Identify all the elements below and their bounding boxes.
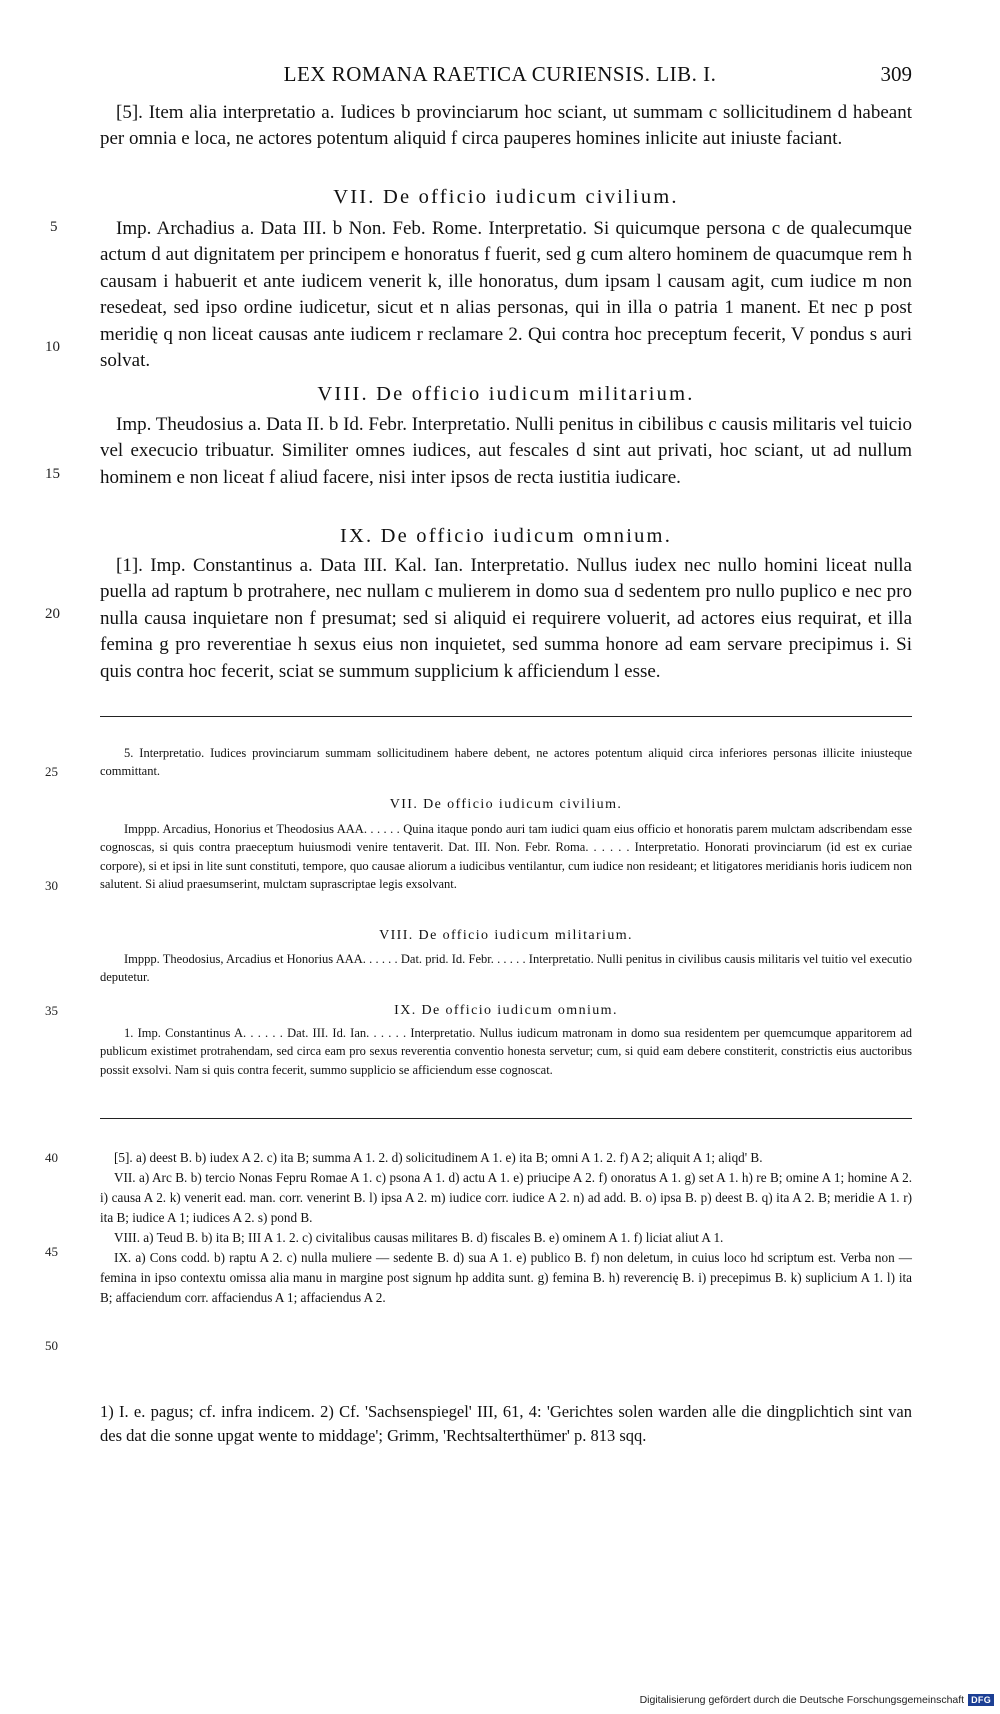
- paragraph-vii-text: Imp. Archadius a. Data III. b Non. Feb. Rome. Interpretatio. Si quicumque persona c de qualecumque actum d aut dignitatem per principem e honoratus f fuerit, sed g cum altero hominem de quacumque rem h causam i habuerit et ante iudicem venerit k, ille honoratus, dum ipsam l causam agit, cum iudice m non resedeat, sed ipso ordine iudicetur, sicut et n alias personas, qui in illa o patria 1 manent. Et nec p post meridię q non liceat causas ante iudicem r reclamare 2. Qui contra hoc preceptum fecerit, V pondus s auri solvat.: [100, 218, 912, 372]
- apparatus-entry: IX. a) Cons codd. b) raptu A 2. c) nulla muliere — sedente B. d) sua A 1. e) publico B. f) non deletum, in cuius loco hd scriptum est. Verba non — femina in ipso contextu omissa alia manu in margine post signum hp addita sunt. g) femina B. h) reverencię B. i) precepimus B. k) suplicium A 1. l) ita B; affaciendum corr. affaciendus A 1; affaciendus A 2.: [100, 1250, 912, 1305]
- digitization-credit: [640, 1692, 994, 1708]
- source-viii: [100, 950, 912, 987]
- line-number: 35: [45, 1003, 58, 1018]
- page-number: 309: [880, 62, 912, 86]
- line-number: 40: [45, 1150, 58, 1165]
- source-heading-ix: IX. De officio iudicum omnium.: [394, 1003, 618, 1018]
- line-number: 5: [50, 219, 58, 235]
- paragraph-5-text: [5]. Item alia interpretatio a. Iudices b provinciarum hoc sciant, ut summam c sollicitudinem d habeant per omnia e loca, ne actores potentum aliquid f circa pauperes homines inlicite aut iniuste faciant.: [100, 102, 912, 150]
- source-ix-text: 1. Imp. Constantinus A. . . . . . Dat. III. Id. Ian. . . . . . Interpretatio. Nullus iudicum matronam in domo sua residentem per quemcumque apparitorem ad publicum existimet protrahendam, sed circa eam pro sexus reverentia conventio honesta servetur; cum, si quid eam debere constiterit, constrictis eius auctoribus possit exsolvi. Nam si quis contra fecerit, summo supplicio se afficiendum esse cognoscat.: [100, 1026, 912, 1077]
- source-heading-viii: VIII. De officio iudicum militarium.: [379, 928, 633, 943]
- line-number: 25: [45, 764, 58, 779]
- source-vii-text: Imppp. Arcadius, Honorius et Theodosius AAA. . . . . . Quina itaque pondo auri tam iudici quam eius officio et honoratis parem mulctam adscribendam esse cognoscas, si quis contra praeceptum huiusmodi venire tentaverit. Dat. III. Non. Febr. Roma. . . . . . Interpretatio. Honorati provinciarum (id est ex curiae corpore), si et ipsi in lite sunt constituti, tempore, quo causae aliorum a iudicibus ventilantur, cum iudice non resideant; et litigatores meridianis horis iudicem non salutent. Si aliud praesumserint, mulctam suprascriptae legis exsolvant.: [100, 822, 912, 892]
- source-5-text: 5. Interpretatio. Iudices provinciarum summam sollicitudinem habere debent, ne actores potentum aliquid circa inferiores personas illicite iniusteque committant.: [100, 746, 912, 779]
- separator-rule: [100, 716, 912, 717]
- source-viii-text: Imppp. Theodosius, Arcadius et Honorius AAA. . . . . . Dat. prid. Id. Febr. . . . . . Interpretatio. Nulli penitus in civilibus causis militaris vel tuitio vel executio deputetur.: [100, 952, 912, 985]
- dfg-logo: DFG: [968, 1694, 994, 1706]
- footnote-text: 1) I. e. pagus; cf. infra indicem. 2) Cf. 'Sachsenspiegel' III, 61, 4: 'Gerichtes solen warden alle die dingplichtich sint van des dat die sonne upgat wente to middage'; Grimm, 'Rechtsalterthümer' p. 813 sqq.: [100, 1402, 912, 1445]
- heading-viii: VIII. De officio iudicum militarium.: [317, 383, 695, 405]
- apparatus-entry: [5]. a) deest B. b) iudex A 2. c) ita B; summa A 1. 2. d) solicitudinem A 1. e) ita B; omni A 1. 2. f) A 2; aliquit A 1; aliqd' B.: [114, 1150, 763, 1165]
- source-ix: [100, 1024, 912, 1079]
- line-number: 15: [45, 466, 60, 482]
- line-number: 50: [45, 1338, 58, 1353]
- page-header: [0, 62, 1000, 92]
- line-number: 30: [45, 878, 58, 893]
- credit-text: Digitalisierung gefördert durch die Deutsche Forschungsgemeinschaft: [639, 1694, 965, 1706]
- separator-rule: [100, 1118, 912, 1119]
- footnotes: [100, 1400, 912, 1448]
- running-title: LEX ROMANA RAETICA CURIENSIS. LIB. I.: [283, 62, 717, 86]
- line-number: 45: [45, 1244, 58, 1259]
- paragraph-ix-text: [1]. Imp. Constantinus a. Data III. Kal. Ian. Interpretatio. Nullus iudex nec nullo homini liceat nulla puella ad raptum b protrahere, nec nullam c mulierem in domo sua d sedentem pro nullo puplico e nec pro nulla causa inquietare non f presumat; sed si aliquid ei requirere voluerit, ad actores eius requirat, et illa femina g pro reverentiae h sexus eius non inquietet, sed summa honore ad eam servare precipimus i. Si quis contra hoc fecerit, sciat se summum supplicium k afficiendum l esse.: [100, 555, 912, 682]
- apparatus-entry: VIII. a) Teud B. b) ita B; III A 1. 2. c) civitalibus causas militares B. d) fiscales B. e) ominem A 1. f) liciat aliut A 1.: [114, 1230, 724, 1245]
- source-5: [100, 744, 912, 781]
- source-heading-vii: VII. De officio iudicum civilium.: [389, 797, 623, 812]
- source-vii: [100, 820, 912, 894]
- line-number: 10: [45, 339, 60, 355]
- paragraph-viii-text: Imp. Theudosius a. Data II. b Id. Febr. Interpretatio. Nulli penitus in cibilibus c causis militaris vel tuicio vel execucio tribuatur. Similiter omnes iudices, aut fescales d sint aut privati, hoc sciant, ut ad nullum hominem e non liceat f aliud facere, nisi inter ipsos de recta iustitia iudicare.: [100, 414, 912, 488]
- critical-apparatus: [100, 1148, 912, 1308]
- paragraph-vii: [100, 216, 912, 374]
- paragraph-viii: [100, 412, 912, 491]
- apparatus-entry: VII. a) Arc B. b) tercio Nonas Fepru Romae A 1. c) psona A 1. d) actu A 1. e) priucipe A 2. f) onoratus A 1. g) set A 1. h) re B; omine A 1; homine A 2. i) causa A 2. k) venerit ead. man. corr. venerint B. l) ipsa A 2. m) iudice corr. iudice A 2. n) ad add. B. o) ipsa B. p) deest B. q) ita A 2. B; meridie A 1. r) ita B; iudice A 1; iudices A 2. s) pond B.: [100, 1170, 912, 1225]
- paragraph-ix: [100, 553, 912, 685]
- heading-vii: VII. De officio iudicum civilium.: [333, 186, 679, 208]
- line-number: 20: [45, 606, 60, 622]
- heading-ix: IX. De officio iudicum omnium.: [339, 525, 673, 547]
- paragraph-5: [100, 100, 912, 153]
